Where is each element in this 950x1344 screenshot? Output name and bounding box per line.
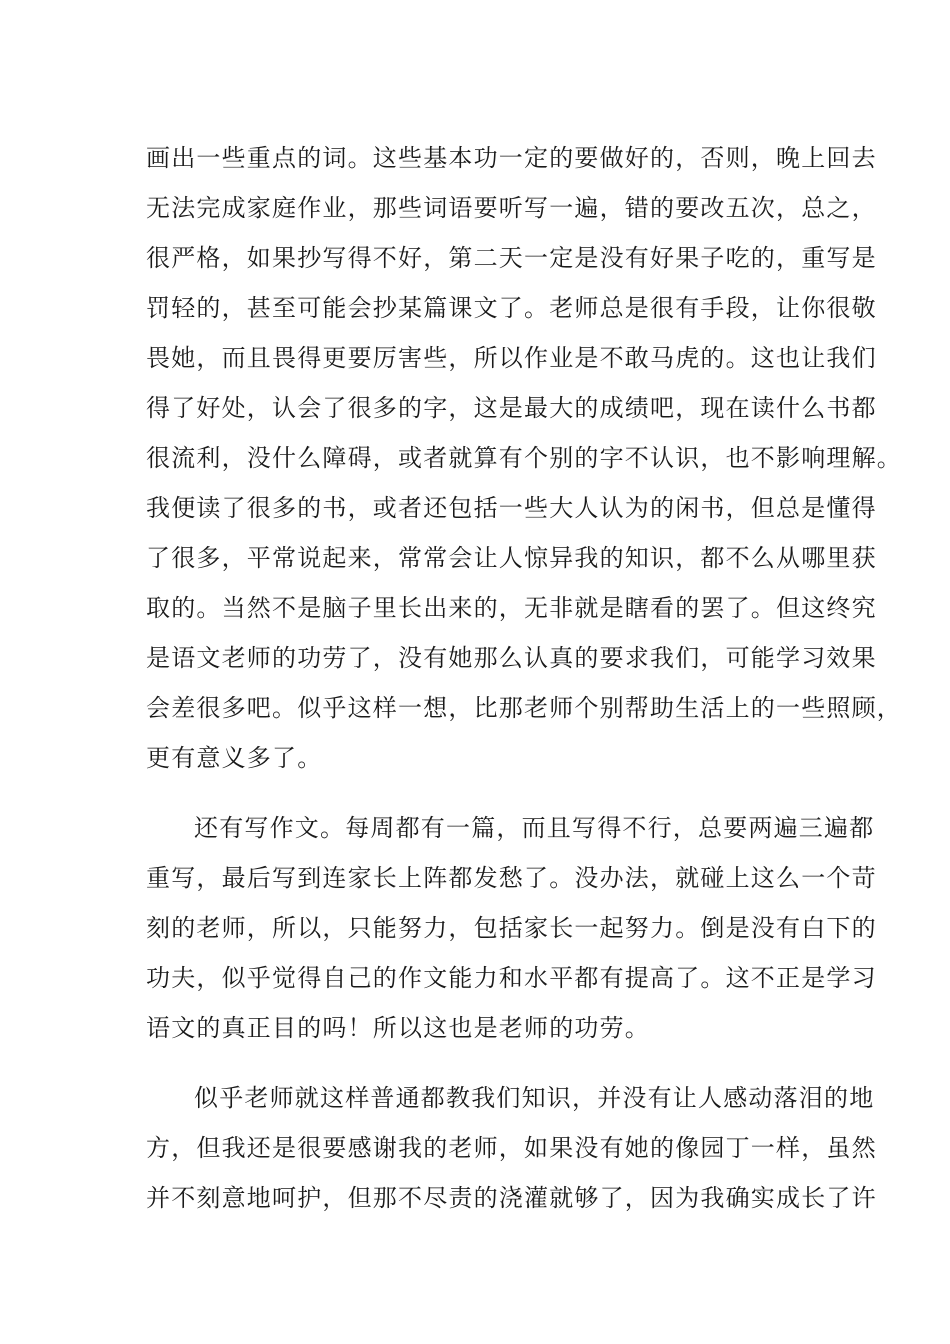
- text-line: 语文的真正目的吗！所以这也是老师的功劳。: [146, 1014, 650, 1042]
- text-line: 刻的老师，所以，只能努力，包括家长一起努力。倒是没有白下的: [146, 914, 877, 942]
- paragraph-3: [146, 1073, 877, 1223]
- body-text: [146, 133, 902, 1223]
- paragraph-gap: [146, 783, 826, 803]
- text-line: 更有意义多了。: [146, 744, 323, 772]
- text-line: 会差很多吧。似乎这样一想，比那老师个别帮助生活上的一些照顾，: [146, 694, 902, 722]
- text-line: 还有写作文。每周都有一篇，而且写得不行，总要两遍三遍都: [194, 814, 875, 842]
- text-line: 方，但我还是很要感谢我的老师，如果没有她的像园丁一样，虽然: [146, 1134, 877, 1162]
- text-line: 我便读了很多的书，或者还包括一些大人认为的闲书，但总是懂得: [146, 494, 877, 522]
- text-line: 得了好处，认会了很多的字，这是最大的成绩吧，现在读什么书都: [146, 394, 877, 422]
- text-line: 是语文老师的功劳了，没有她那么认真的要求我们，可能学习效果: [146, 644, 877, 672]
- text-line: 罚轻的，甚至可能会抄某篇课文了。老师总是很有手段，让你很敬: [146, 294, 877, 322]
- text-line: 并不刻意地呵护，但那不尽责的浇灌就够了，因为我确实成长了许: [146, 1184, 877, 1212]
- text-line: 很流利，没什么障碍，或者就算有个别的字不认识，也不影响理解。: [146, 444, 902, 472]
- text-line: 功夫，似乎觉得自己的作文能力和水平都有提高了。这不正是学习: [146, 964, 877, 992]
- text-line: 重写，最后写到连家长上阵都发愁了。没办法，就碰上这么一个苛: [146, 864, 877, 892]
- text-line: 了很多，平常说起来，常常会让人惊异我的知识，都不么从哪里获: [146, 544, 877, 572]
- text-line: 似乎老师就这样普通都教我们知识，并没有让人感动落泪的地: [194, 1084, 875, 1112]
- text-line: 畏她，而且畏得更要厉害些，所以作业是不敢马虎的。这也让我们: [146, 344, 877, 372]
- text-line: 很严格，如果抄写得不好，第二天一定是没有好果子吃的，重写是: [146, 244, 877, 272]
- paragraph-2: [146, 803, 877, 1053]
- paragraph-gap: [146, 1053, 826, 1073]
- text-line: 取的。当然不是脑子里长出来的，无非就是瞎看的罢了。但这终究: [146, 594, 877, 622]
- text-line: 画出一些重点的词。这些基本功一定的要做好的，否则，晚上回去: [146, 144, 877, 172]
- paragraph-1: [146, 133, 902, 783]
- text-line: 无法完成家庭作业，那些词语要听写一遍，错的要改五次，总之，: [146, 194, 877, 222]
